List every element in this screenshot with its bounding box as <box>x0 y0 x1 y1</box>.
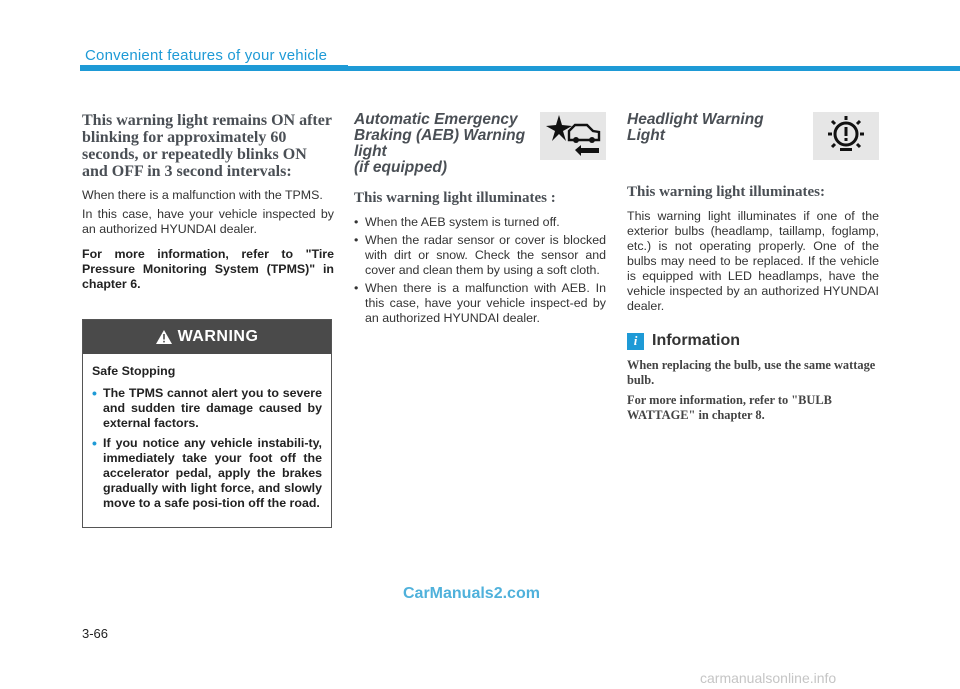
tpms-para-1: When there is a malfunction with the TPMS. <box>82 188 323 202</box>
header-rule <box>80 66 960 71</box>
info-label: Information <box>652 332 740 349</box>
column-aeb <box>354 112 606 329</box>
column-headlight <box>627 112 879 428</box>
warning-header <box>83 320 331 354</box>
watermark-center[interactable]: CarManuals2.com <box>403 585 540 602</box>
warning-title: Safe Stopping <box>92 364 176 378</box>
warning-box <box>82 319 332 528</box>
warning-item: • If you notice any vehicle instabili-ty, immediately take your foot off the accelerator pedal, apply the brakes gradually with light force, and slowly move to a safe posi-tion off the road. <box>92 435 322 510</box>
warning-triangle-icon <box>156 330 172 344</box>
aeb-title: Automatic Emergency Braking (AEB) Warning light (if equipped) <box>354 111 526 176</box>
warning-label: WARNING <box>177 328 259 345</box>
info-text-2: For more information, refer to "BULB WATTAGE" in chapter 8. <box>627 393 832 422</box>
headlight-warning-icon <box>813 112 879 160</box>
info-text-1: When replacing the bulb, use the same wattage bulb. <box>627 358 876 387</box>
watermark-corner[interactable]: carmanualsonline.info <box>700 670 837 686</box>
tpms-para-3: For more information, refer to "Tire Pressure Monitoring System (TPMS)" in chapter 6. <box>82 247 334 291</box>
list-item: • When the AEB system is turned off. <box>354 215 560 229</box>
list-item: • When there is a malfunction with AEB. In this case, have your vehicle inspect-ed by an authorized HYUNDAI dealer. <box>354 281 606 325</box>
list-item: • When the radar sensor or cover is blocked with dirt or snow. Check the sensor and cover and clean them by using a soft cloth. <box>354 233 606 277</box>
info-icon: i <box>627 333 644 350</box>
info-header <box>627 332 879 350</box>
tpms-para-2: In this case, have your vehicle inspected by an authorized HYUNDAI dealer. <box>82 207 334 236</box>
headlight-subheading: This warning light illuminates: <box>627 184 825 200</box>
headlight-para: This warning light illuminates if one of the exterior bulbs (headlamp, taillamp, foglamp, etc.) is not operating properly. One of the bulbs may need to be replaced. If the vehicle is equipped with LED headlamps, have the vehicle inspected by an authorized HYUNDAI dealer. <box>627 209 879 313</box>
warning-item: • The TPMS cannot alert you to severe and sudden tire damage caused by external factors. <box>92 385 322 430</box>
headlight-title: Headlight Warning Light <box>627 111 764 144</box>
tpms-blink-heading: This warning light remains ON after blinking for approximately 60 seconds, or repeatedly blinks ON and OFF in 3 second intervals: <box>82 112 332 180</box>
page-number: 3-66 <box>82 626 109 641</box>
column-tpms <box>82 112 334 296</box>
aeb-warning-icon <box>540 112 606 160</box>
section-title: Convenient features of your vehicle <box>85 47 328 64</box>
aeb-subheading: This warning light illuminates : <box>354 190 556 206</box>
